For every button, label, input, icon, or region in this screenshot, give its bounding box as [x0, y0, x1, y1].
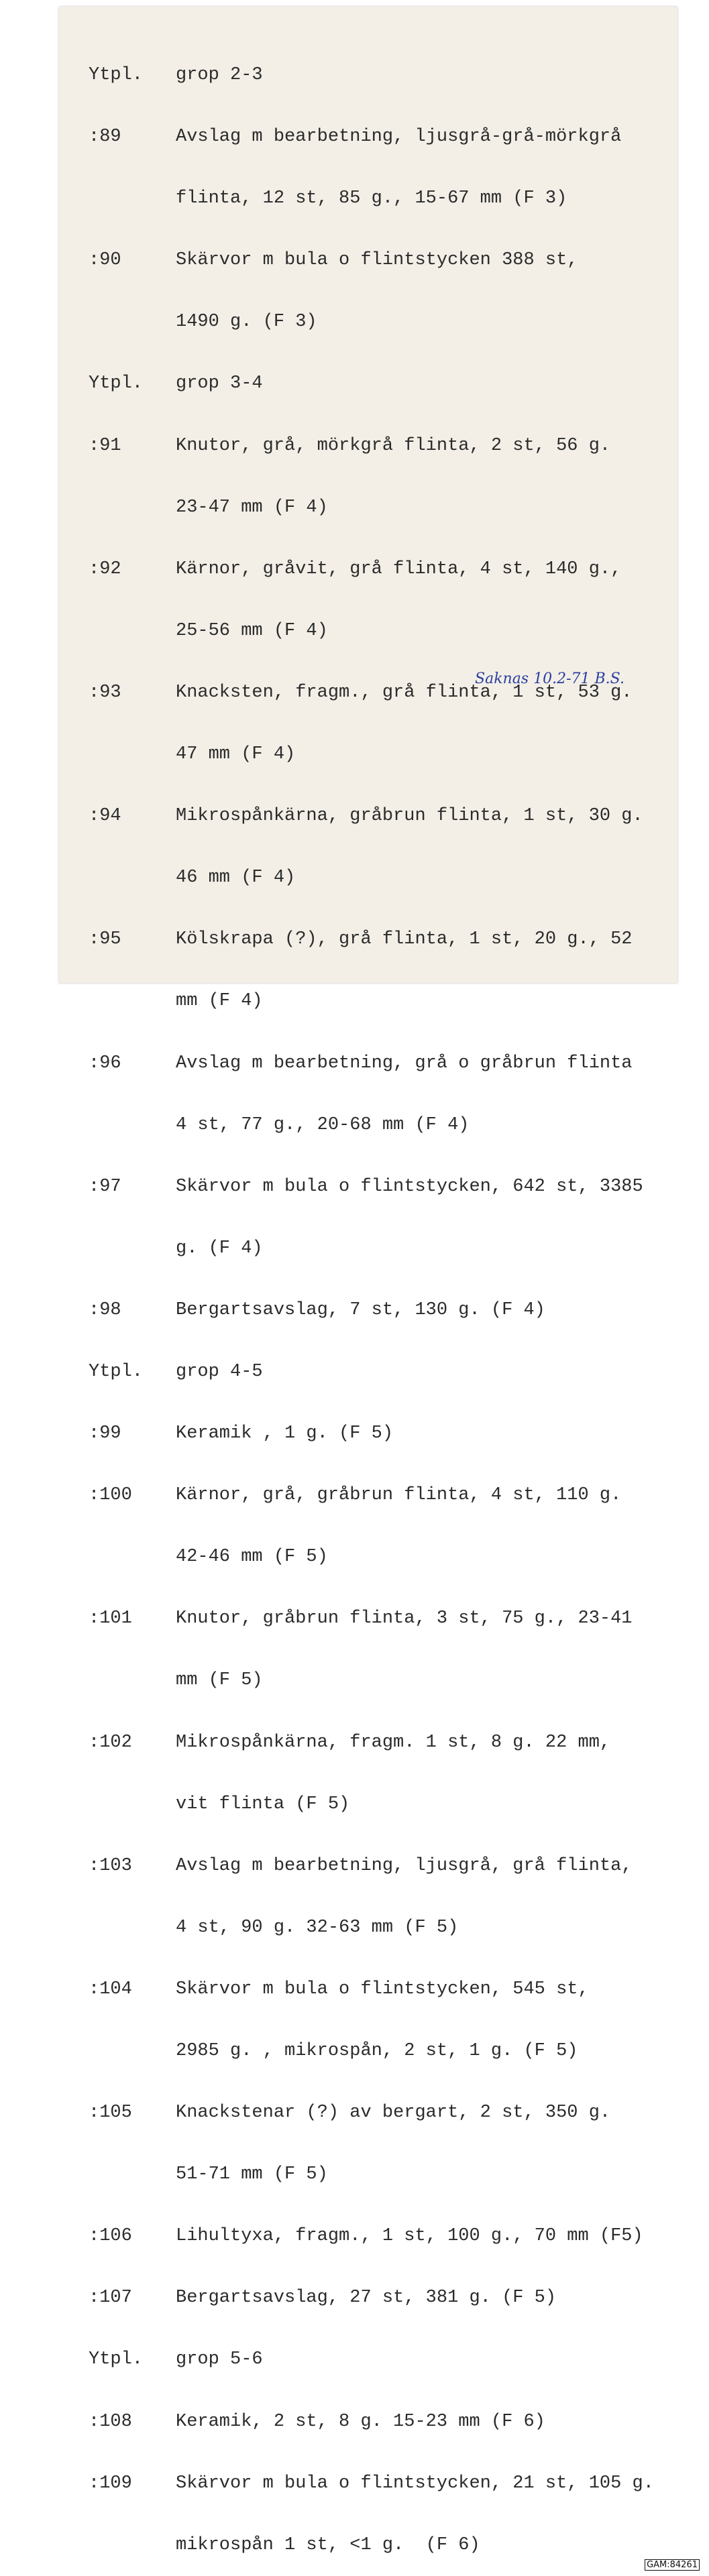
entry-text: Mikrospånkärna, fragm. 1 st, 8 g. 22 mm,: [176, 1732, 611, 1753]
entry-number: :106: [89, 2226, 132, 2247]
entry-number: :97: [89, 1176, 121, 1197]
entry-text: Avslag m bearbetning, ljusgrå, grå flinta,: [176, 1855, 633, 1876]
entry-text: Bergartsavslag, 7 st, 130 g. (F 4): [176, 1299, 545, 1320]
entry-number: Ytpl.: [89, 65, 144, 85]
entry-line: [89, 559, 679, 580]
entry-number: :100: [89, 1485, 132, 1506]
entry-number: :109: [89, 2473, 132, 2494]
entry-text: Keramik, 2 st, 8 g. 15-23 mm (F 6): [176, 2411, 545, 2432]
catalog-entries: [89, 24, 679, 2576]
entry-number: :101: [89, 1608, 132, 1629]
entry-text: 42-46 mm (F 5): [176, 1547, 328, 1568]
entry-line: [89, 1053, 679, 1074]
entry-line: [89, 805, 679, 827]
entry-text: vit flinta (F 5): [176, 1794, 350, 1814]
entry-line: [89, 1917, 679, 1938]
entry-text: mm (F 4): [176, 991, 263, 1012]
entry-text: grop 4-5: [176, 1361, 263, 1382]
entry-text: Bergartsavslag, 27 st, 381 g. (F 5): [176, 2288, 557, 2308]
entry-line: [89, 2473, 679, 2494]
entry-line: [89, 311, 679, 333]
entry-text: Kärnor, grå, gråbrun flinta, 4 st, 110 g.: [176, 1485, 622, 1506]
entry-text: Skärvor m bula o flintstycken, 642 st, 3385: [176, 1176, 643, 1197]
entry-line: [89, 2287, 679, 2308]
entry-number: :108: [89, 2411, 132, 2432]
entry-line: [89, 1423, 679, 1444]
entry-line: [89, 990, 679, 1012]
entry-line: [89, 620, 679, 642]
entry-text: Kärnor, gråvit, grå flinta, 4 st, 140 g.,: [176, 559, 622, 579]
entry-number: :94: [89, 806, 121, 827]
entry-text: Knacksten, fragm., grå flinta, 1 st, 53 g.: [176, 682, 633, 703]
entry-text: 4 st, 90 g. 32-63 mm (F 5): [176, 1917, 459, 1938]
entry-line: [89, 1855, 679, 1877]
entry-text: 46 mm (F 4): [176, 868, 296, 888]
entry-line: [89, 2040, 679, 2062]
entry-text: mikrospån 1 st, <1 g. (F 6): [176, 2534, 480, 2555]
entry-line: [89, 1114, 679, 1136]
entry-number: :99: [89, 1423, 121, 1444]
entry-text: Avslag m bearbetning, ljusgrå-grå-mörkgrå: [176, 127, 622, 148]
entry-line: [89, 744, 679, 765]
entry-line: [89, 126, 679, 148]
entry-text: grop 5-6: [176, 2349, 263, 2370]
entry-text: Knutor, gråbrun flinta, 3 st, 75 g., 23-41: [176, 1608, 633, 1629]
entry-line: [89, 1608, 679, 1629]
entry-line: [89, 2225, 679, 2247]
entry-number: :107: [89, 2288, 132, 2308]
entry-text: mm (F 5): [176, 1670, 263, 1691]
entry-line: [89, 1484, 679, 1506]
entry-line: [89, 867, 679, 888]
entry-number: Ytpl.: [89, 2349, 144, 2370]
entry-text: grop 2-3: [176, 65, 263, 85]
entry-text: Knutor, grå, mörkgrå flinta, 2 st, 56 g.: [176, 435, 611, 456]
entry-line: [89, 497, 679, 518]
entry-line: [89, 1238, 679, 1259]
entry-text: 4 st, 77 g., 20-68 mm (F 4): [176, 1114, 470, 1135]
entry-number: :95: [89, 929, 121, 950]
entry-line: [89, 1670, 679, 1691]
entry-number: :103: [89, 1855, 132, 1876]
entry-text: Mikrospånkärna, gråbrun flinta, 1 st, 30 g.: [176, 806, 643, 827]
entry-line: [89, 2411, 679, 2433]
entry-line: [89, 2534, 679, 2556]
entry-line: [89, 2349, 679, 2370]
entry-text: flinta, 12 st, 85 g., 15-67 mm (F 3): [176, 188, 567, 209]
entry-line: [89, 64, 679, 86]
entry-text: 2985 g. , mikrospån, 2 st, 1 g. (F 5): [176, 2041, 578, 2061]
entry-number: :89: [89, 127, 121, 148]
entry-number: Ytpl.: [89, 1361, 144, 1382]
entry-text: 51-71 mm (F 5): [176, 2164, 328, 2185]
entry-number: Ytpl.: [89, 373, 144, 394]
entry-text: Skärvor m bula o flintstycken, 545 st,: [176, 1979, 589, 1999]
entry-number: :92: [89, 559, 121, 579]
entry-text: 1490 g. (F 3): [176, 312, 317, 333]
entry-line: [89, 1176, 679, 1197]
entry-line: [89, 1794, 679, 1815]
entry-text: Knackstenar (?) av bergart, 2 st, 350 g.: [176, 2103, 611, 2123]
entry-line: [89, 2102, 679, 2123]
entry-text: 25-56 mm (F 4): [176, 620, 328, 641]
entry-text: Lihultyxa, fragm., 1 st, 100 g., 70 mm (F5): [176, 2226, 643, 2247]
entry-number: :90: [89, 250, 121, 271]
entry-number: :93: [89, 682, 121, 703]
entry-line: [89, 2164, 679, 2185]
entry-number: :91: [89, 435, 121, 456]
entry-text: 23-47 mm (F 4): [176, 497, 328, 518]
entry-text: Keramik , 1 g. (F 5): [176, 1423, 394, 1444]
entry-text: grop 3-4: [176, 373, 263, 394]
entry-line: [89, 373, 679, 394]
entry-line: [89, 188, 679, 209]
handwritten-note: Saknas 10.2-71 B.S.: [475, 670, 624, 687]
entry-text: Skärvor m bula o flintstycken, 21 st, 105 g.: [176, 2473, 654, 2494]
entry-number: :96: [89, 1053, 121, 1073]
entry-line: [89, 1546, 679, 1568]
entry-text: Avslag m bearbetning, grå o gråbrun flinta: [176, 1053, 633, 1073]
entry-text: Kölskrapa (?), grå flinta, 1 st, 20 g., 52: [176, 929, 633, 950]
entry-line: [89, 1979, 679, 2000]
entry-line: [89, 249, 679, 271]
entry-number: :102: [89, 1732, 132, 1753]
entry-number: :105: [89, 2103, 132, 2123]
archive-id-label: GAM:84261: [645, 2559, 700, 2571]
entry-line: [89, 929, 679, 950]
entry-number: :98: [89, 1299, 121, 1320]
entry-text: g. (F 4): [176, 1238, 263, 1258]
entry-line: [89, 1299, 679, 1321]
entry-text: 47 mm (F 4): [176, 744, 296, 765]
entry-line: [89, 1361, 679, 1383]
entry-text: Skärvor m bula o flintstycken 388 st,: [176, 250, 578, 271]
entry-line: [89, 1732, 679, 1753]
entry-line: [89, 435, 679, 457]
entry-number: :104: [89, 1979, 132, 1999]
